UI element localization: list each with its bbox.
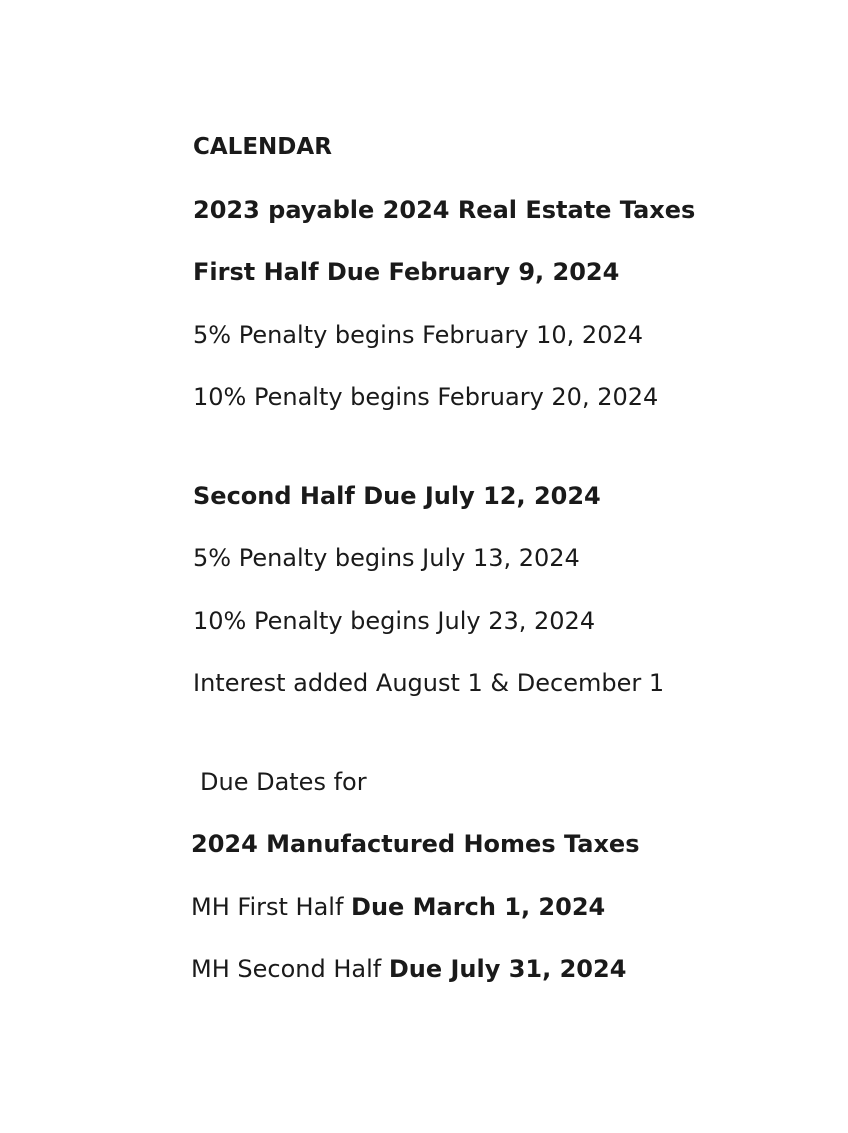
mh-intro: Due Dates for [200, 768, 367, 796]
first-half-penalty-10: 10% Penalty begins February 20, 2024 [193, 383, 659, 411]
mh-first-half [191, 892, 605, 922]
tax-heading: 2023 payable 2024 Real Estate Taxes [193, 196, 696, 224]
mh-first-half-label: MH First Half [191, 893, 352, 921]
mh-second-half-due: Due July 31, 2024 [388, 955, 627, 983]
mh-second-half-label: MH Second Half [191, 955, 389, 983]
mh-first-half-due: Due March 1, 2024 [351, 893, 606, 921]
mh-second-half [191, 954, 626, 984]
second-half-penalty-5: 5% Penalty begins July 13, 2024 [193, 544, 580, 572]
calendar-title: CALENDAR [193, 134, 332, 160]
second-half-due: Second Half Due July 12, 2024 [193, 482, 601, 510]
interest-note: Interest added August 1 & December 1 [193, 669, 665, 697]
mh-heading: 2024 Manufactured Homes Taxes [191, 830, 640, 858]
first-half-due: First Half Due February 9, 2024 [193, 258, 620, 286]
first-half-penalty-5: 5% Penalty begins February 10, 2024 [193, 321, 644, 349]
second-half-penalty-10: 10% Penalty begins July 23, 2024 [193, 607, 596, 635]
